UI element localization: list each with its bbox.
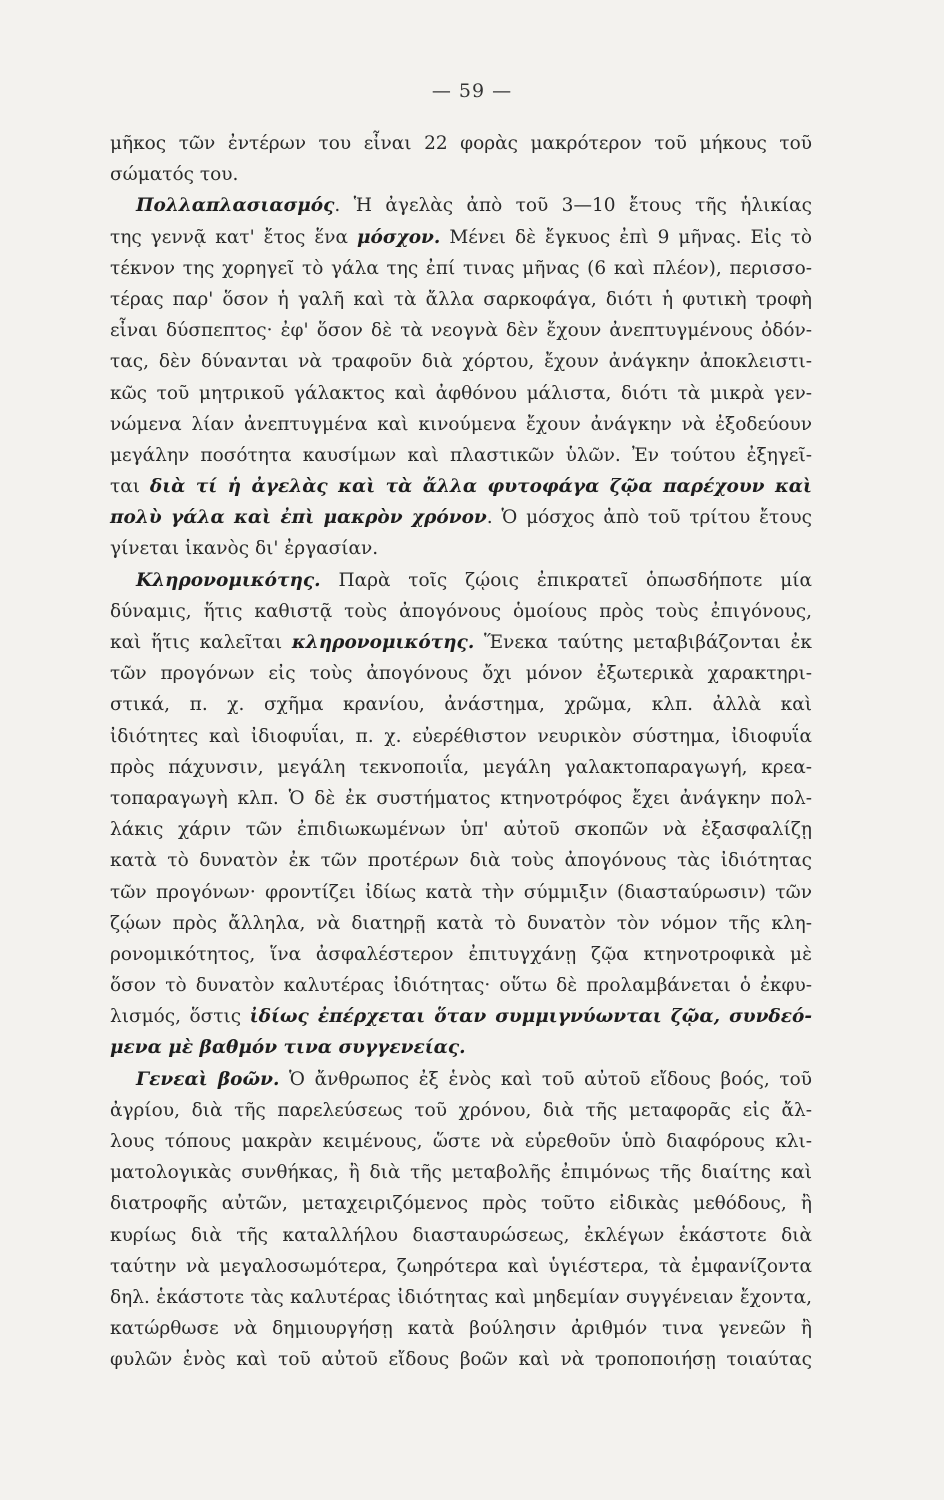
text-line (110, 658, 812, 689)
text-line (110, 253, 812, 284)
text-line (110, 1251, 812, 1282)
text-run: δηλ. ἑκάστοτε τὰς καλυτέρας ἰδιότητας καὶ μηδεμίαν συγγένειαν ἔχοντα, (110, 1286, 812, 1308)
text-line (110, 1001, 812, 1032)
text-line (110, 939, 812, 970)
text-run: λισμός, ὅστις (110, 1006, 250, 1028)
text-line (110, 783, 812, 814)
page-number: — 59 — (431, 80, 513, 102)
text-run: ταύτην νὰ μεγαλοσωμότερα, ζωηρότερα καὶ ὑγιέστερα, τὰ ἐμφανίζοντα (110, 1255, 812, 1277)
text-run: δύναμις, ἥτις καθιστᾷ τοὺς ἀπογόνους ὁμοίους πρὸς τοὺς ἐπιγόνους, (110, 600, 812, 622)
text-line (110, 409, 812, 440)
text-run: . Ὁ μόσχος ἀπὸ τοῦ τρίτου ἔτους (486, 507, 812, 529)
text-run: πρὸς πάχυνσιν, μεγάλη τεκνοποιΐα, μεγάλη γαλακτοπαραγωγή, κρεα- (110, 756, 812, 778)
text-run: τῶν προγόνων εἰς τοὺς ἀπογόνους ὄχι μόνον ἐξωτερικὰ χαρακτηρι- (110, 663, 812, 685)
text-run: καὶ ἥτις καλεῖται (110, 632, 292, 653)
emphasized-text: ἰδίως ἐπέρχεται ὅταν συμμιγνύωνται ζῷα, συνδεό- (249, 1006, 813, 1028)
text-run: ἰδιότητες καὶ ἰδιοφυΐαι, π. χ. εὐερέθιστον νευρικὸν σύστημα, ἰδιοφυΐα (110, 725, 812, 747)
emphasized-text: διὰ τί ἡ ἀγελὰς καὶ τὰ ἄλλα φυτοφάγα ζῷα παρέχουν καὶ (149, 476, 812, 498)
text-run: ὅσον τὸ δυνατὸν καλυτέρας ἰδιότητας· οὕτω δὲ προλαμβάνεται ὁ ἐκφυ- (110, 975, 812, 997)
body-text (110, 128, 812, 1376)
text-run: της γεννᾷ κατ' ἔτος ἕνα (110, 226, 358, 248)
text-run: σώματός του. (110, 164, 239, 186)
text-line (110, 346, 812, 377)
text-run: ρονομικότητος, ἵνα ἀσφαλέστερον ἐπιτυγχάνῃ ζῷα κτηνοτροφικὰ μὲ (110, 943, 812, 965)
text-line (110, 752, 812, 783)
text-line (110, 1344, 812, 1375)
text-line (110, 814, 812, 845)
text-run: ζῴων πρὸς ἄλληλα, νὰ διατηρῇ κατὰ τὸ δυνατὸν τὸν νόμον τῆς κλη- (110, 912, 812, 934)
text-run: κυρίως διὰ τῆς καταλλήλου διασταυρώσεως, ἐκλέγων ἑκάστοτε διὰ (110, 1224, 812, 1246)
text-run: τέκνον της χορηγεῖ τὸ γάλα της ἐπί τινας μῆνας (6 καὶ πλέον), περισσο- (110, 257, 812, 279)
text-run: τοπαραγωγὴ κλπ. Ὁ δὲ ἐκ συστήματος κτηνοτρόφος ἔχει ἀνάγκην πολ- (110, 787, 812, 809)
emphasized-text: Κληρονομικότης. (136, 569, 321, 591)
text-line (110, 1032, 812, 1063)
emphasized-text: πολὺ γάλα καὶ ἐπὶ μακρὸν χρόνον (110, 507, 487, 529)
text-line (110, 1157, 812, 1188)
text-line (110, 596, 812, 627)
text-run: μῆκος τῶν ἐντέρων του εἶναι 22 φορὰς μακρότερον τοῦ μήκους τοῦ (110, 133, 812, 154)
text-line (110, 689, 812, 720)
text-line (110, 1282, 812, 1313)
text-line (110, 1095, 812, 1126)
text-line (110, 970, 812, 1001)
text-run: Μένει δὲ ἔγκυος ἐπὶ 9 μῆνας. Εἰς τὸ (440, 226, 812, 248)
text-line (110, 471, 812, 502)
text-line (110, 1126, 812, 1157)
text-run: ἀγρίου, διὰ τῆς παρελεύσεως τοῦ χρόνου, διὰ τῆς μεταφορᾶς εἰς ἄλ- (110, 1099, 812, 1121)
text-line (110, 845, 812, 876)
text-line (110, 565, 812, 596)
text-run: Ἕνεκα ταύτης μεταβιβάζονται ἐκ (474, 632, 812, 653)
text-line (110, 440, 812, 471)
emphasized-text: κληρονομικότης. (291, 632, 475, 653)
emphasized-text: μόσχον. (357, 226, 441, 248)
text-run: κῶς τοῦ μητρικοῦ γάλακτος καὶ ἀφθόνου μάλιστα, διότι τὰ μικρὰ γεν- (110, 382, 812, 404)
text-line (110, 128, 812, 159)
text-line (110, 190, 812, 221)
text-run: τέρας παρ' ὅσον ἡ γαλῆ καὶ τὰ ἄλλα σαρκοφάγα, διότι ἡ φυτικὴ τροφὴ (110, 288, 812, 310)
text-run: φυλῶν ἑνὸς καὶ τοῦ αὐτοῦ εἴδους βοῶν καὶ νὰ τροποποιήσῃ τοιαύτας (110, 1349, 812, 1371)
text-run: Παρὰ τοῖς ζῴοις ἐπικρατεῖ ὁπωσδήποτε μία (320, 569, 812, 591)
text-line (110, 1313, 812, 1344)
text-run: ται (110, 476, 150, 498)
text-line (110, 378, 812, 409)
text-line (110, 1064, 812, 1095)
emphasized-text: μενα μὲ βαθμόν τινα συγγενείας. (110, 1037, 466, 1059)
text-run: λάκις χάριν τῶν ἐπιδιωκωμένων ὑπ' αὐτοῦ σκοπῶν νὰ ἐξασφαλίζῃ (110, 819, 812, 841)
text-line (110, 627, 812, 658)
text-line (110, 315, 812, 346)
text-line (110, 721, 812, 752)
text-line (110, 222, 812, 253)
text-line (110, 1188, 812, 1219)
text-run: ματολογικὰς συνθήκας, ἢ διὰ τῆς μεταβολῆς ἐπιμόνως τῆς διαίτης καὶ (110, 1162, 812, 1184)
text-run: κατώρθωσε νὰ δημιουργήσῃ κατὰ βούλησιν ἀριθμόν τινα γενεῶν ἢ (110, 1318, 812, 1340)
emphasized-text: Γενεαὶ βοῶν. (136, 1068, 280, 1090)
text-run: Ὁ ἄνθρωπος ἐξ ἑνὸς καὶ τοῦ αὐτοῦ εἴδους βοός, τοῦ (279, 1068, 812, 1090)
text-run: . Ἡ ἀγελὰς ἀπὸ τοῦ 3—10 ἔτους τῆς ἡλικίας (334, 195, 812, 217)
emphasized-text: Πολλαπλασιασμός (136, 195, 335, 217)
text-run: διατροφῆς αὐτῶν, μεταχειριζόμενος πρὸς τοῦτο εἰδικὰς μεθόδους, ἢ (110, 1193, 812, 1215)
text-run: στικά, π. χ. σχῆμα κρανίου, ἀνάστημα, χρῶμα, κλπ. ἀλλὰ καὶ (110, 694, 812, 716)
text-line (110, 284, 812, 315)
text-run: τῶν προγόνων· φροντίζει ἰδίως κατὰ τὴν σύμμιξιν (διασταύρωσιν) τῶν (110, 881, 812, 903)
text-run: λους τόπους μακρὰν κειμένους, ὥστε νὰ εὑρεθοῦν ὑπὸ διαφόρους κλι- (110, 1131, 812, 1152)
text-run: τας, δὲν δύνανται νὰ τραφοῦν διὰ χόρτου, ἔχουν ἀνάγκην ἀποκλειστι- (110, 351, 812, 373)
text-line (110, 159, 812, 190)
text-line (110, 502, 812, 533)
text-line (110, 1220, 812, 1251)
text-run: εἶναι δύσπεπτος· ἐφ' ὅσον δὲ τὰ νεογνὰ δὲν ἔχουν ἀνεπτυγμένους ὀδόν- (110, 320, 812, 342)
text-line (110, 877, 812, 908)
text-line (110, 533, 812, 564)
text-run: μεγάλην ποσότητα καυσίμων καὶ πλαστικῶν ὑλῶν. Ἐν τούτου ἐξηγεῖ- (110, 444, 812, 466)
text-run: νώμενα λίαν ἀνεπτυγμένα καὶ κινούμενα ἔχουν ἀνάγκην νὰ ἐξοδεύουν (110, 413, 812, 435)
text-line (110, 908, 812, 939)
text-run: γίνεται ἱκανὸς δι' ἐργασίαν. (110, 538, 379, 560)
text-run: κατὰ τὸ δυνατὸν ἐκ τῶν προτέρων διὰ τοὺς ἀπογόνους τὰς ἰδιότητας (110, 850, 812, 872)
